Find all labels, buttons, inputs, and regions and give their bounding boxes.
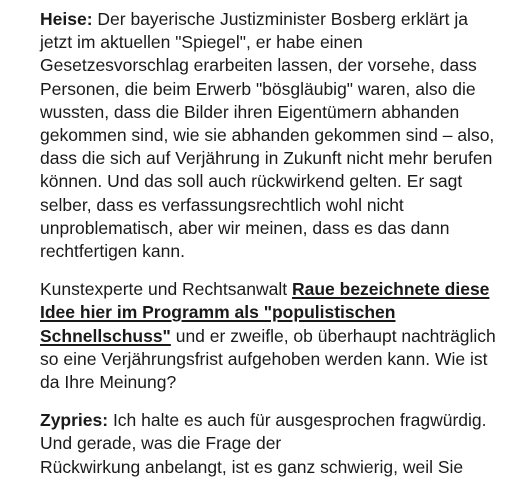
raue-quote-link[interactable]: Raue bezeichnete diese Idee hier im Programm als "populistischen Schnellschuss" <box>40 279 490 346</box>
paragraph-question <box>40 278 499 394</box>
speaker-label-heise: Heise: <box>40 9 93 29</box>
paragraph-heise <box>40 8 499 263</box>
paragraph-zypries-text: Ich halte es auch für ausgesprochen fragwürdig. Und gerade, was die Frage der <box>40 410 487 454</box>
paragraph-zypries <box>40 409 499 479</box>
speaker-label-zypries: Zypries: <box>40 410 109 431</box>
paragraph-heise-text: Der bayerische Justizminister Bosberg erklärt ja jetzt im aktuellen "Spiegel", er habe einen Gesetzesvorschlag erarbeiten lassen, der vorsehe, dass Personen, die beim Erwerb "bösgläubig" waren, also die wussten, dass die Bilder ihren Eigentümern abhanden gekommen sind, wie sie abhanden gekommen sind – also, dass die sich auf Verjährung in Zukunft nicht mehr berufen können. Und das soll auch rückwirkend gelten. Er sagt selber, dass es verfassungsrechtlich wohl nicht unproblematisch, aber wir meinen, dass es das dann rechtfertigen kann. <box>40 9 495 262</box>
paragraph-question-text-after: und er zweifle, ob überhaupt nachträglich so eine Verjährungsfrist aufgehoben werden kann. Wie ist da Ihre Meinung? <box>40 325 496 393</box>
paragraph-question-text-before: Kunstexperte und Rechtsanwalt <box>40 279 292 300</box>
paragraph-zypries-cutoff-line: Rückwirkung anbelangt, ist es ganz schwierig, weil Sie <box>40 456 464 477</box>
